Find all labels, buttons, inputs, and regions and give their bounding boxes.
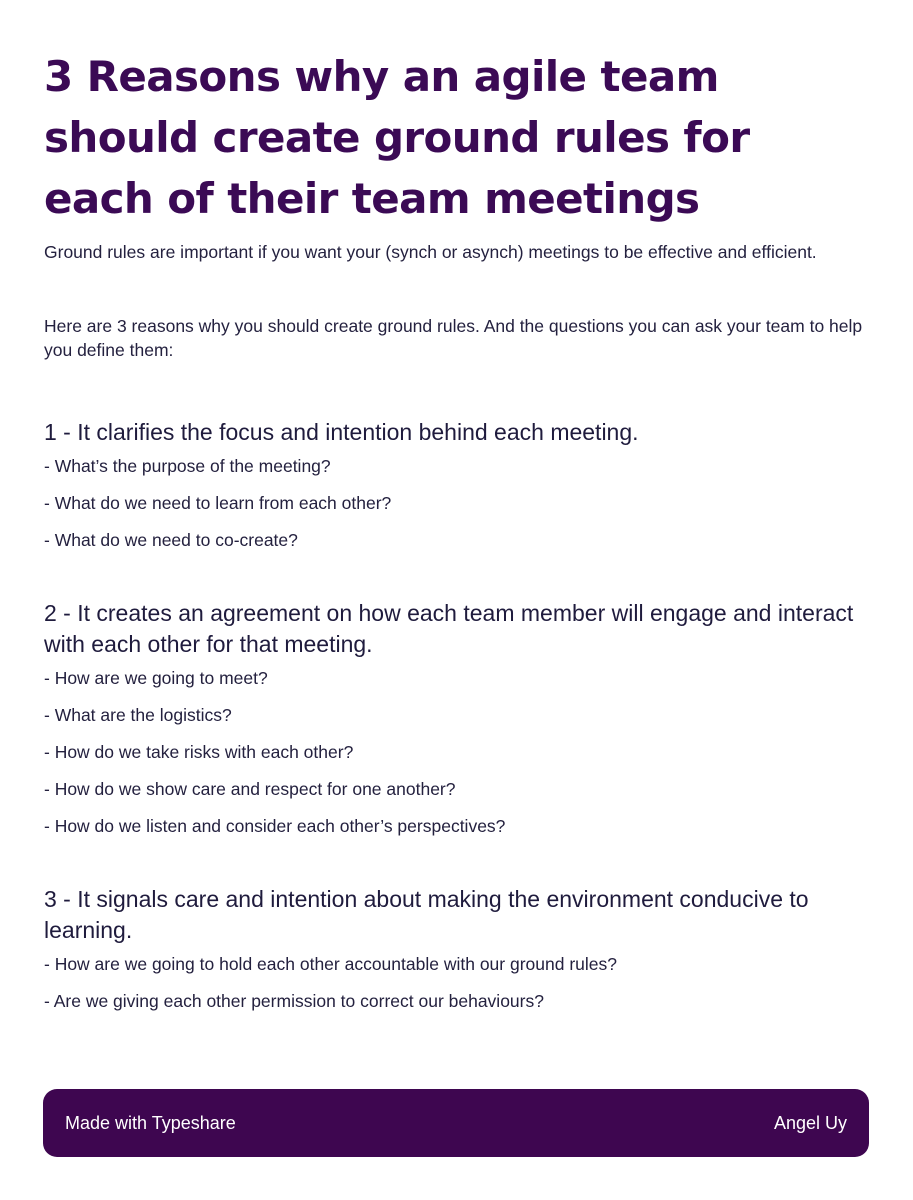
article [44,46,870,1013]
reason-heading: 2 - It creates an agreement on how each team member will engage and interact with each other for that meeting. [44,600,854,657]
question-item: - How do we show care and respect for one another? [44,779,456,799]
intro-paragraph-2: Here are 3 reasons why you should create ground rules. And the questions you can ask your team to help you define them: [44,316,863,360]
reason-heading: 3 - It signals care and intention about making the environment conducive to learning. [44,886,809,943]
question-item: - What are the logistics? [44,705,232,725]
made-with-typeshare-label: Made with Typeshare [65,1112,236,1133]
author-name: Angel Uy [773,1112,847,1133]
intro-paragraph: Ground rules are important if you want your (synch or asynch) meetings to be effective and efficient. [44,242,817,262]
reason-3 [44,884,870,1013]
reason-2 [44,598,870,838]
footer-banner [43,1089,869,1157]
reason-1 [44,417,870,552]
question-item: - What do we need to learn from each other? [44,493,392,513]
page-title: 3 Reasons why an agile team should create ground rules for each of their team meetings [44,52,750,223]
question-item: - How do we take risks with each other? [44,742,354,762]
question-item: - How do we listen and consider each other’s perspectives? [44,816,506,836]
question-item: - How are we going to hold each other accountable with our ground rules? [44,954,617,974]
question-item: - What’s the purpose of the meeting? [44,456,331,476]
question-item: - What do we need to co-create? [44,530,298,550]
question-item: - How are we going to meet? [44,668,268,688]
reason-heading: 1 - It clarifies the focus and intention behind each meeting. [44,419,639,445]
question-item: - Are we giving each other permission to correct our behaviours? [44,991,544,1011]
